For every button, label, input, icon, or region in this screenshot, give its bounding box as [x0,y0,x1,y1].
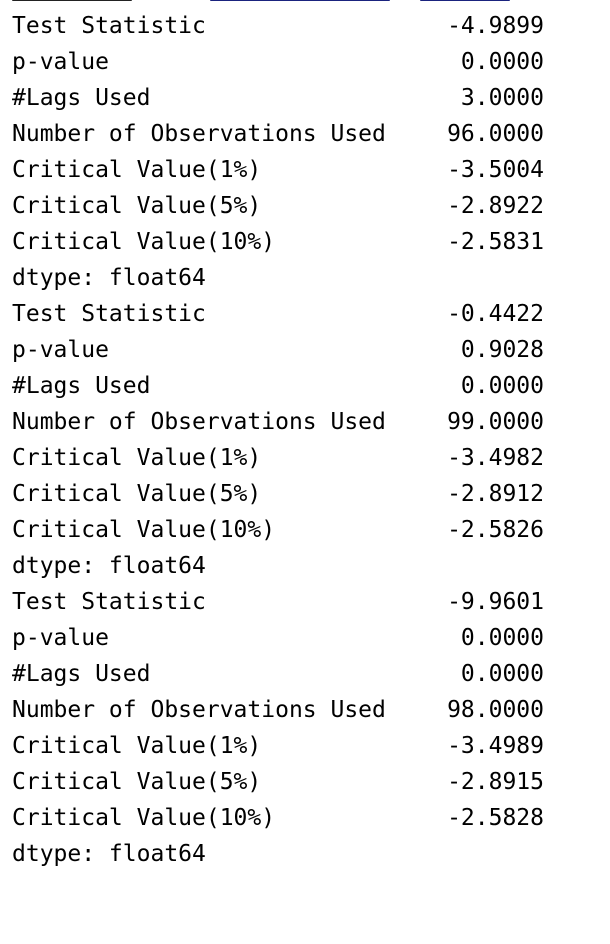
stat-row-p-value [12,332,602,368]
clipped-code-line [0,0,610,4]
stat-row-critical-10 [12,512,602,548]
stat-label: Critical Value(1%) [12,445,262,471]
stat-row-critical-1 [12,440,602,476]
stat-label: Critical Value(10%) [12,517,276,543]
stat-value: -2.8922 [447,193,544,219]
stat-label: Number of Observations Used [12,121,386,147]
dtype-text: dtype: float64 [12,553,206,579]
stat-row-lags-used [12,368,602,404]
stat-row-critical-1 [12,728,602,764]
stat-label: p-value [12,49,109,75]
stat-row-test-statistic [12,296,602,332]
dtype-line [12,260,602,296]
adf-result-block-1 [12,8,602,296]
stat-label: Critical Value(5%) [12,769,262,795]
stat-row-critical-5 [12,764,602,800]
stat-value: 0.0000 [460,625,544,651]
stat-value: -0.4422 [447,301,544,327]
adf-test-output [12,8,602,872]
stat-label: Critical Value(10%) [12,229,276,255]
stat-row-test-statistic [12,584,602,620]
stat-label: #Lags Used [12,661,151,687]
stat-label: Critical Value(5%) [12,481,262,507]
stat-row-p-value [12,620,602,656]
stat-row-observations [12,116,602,152]
stat-value: -3.5004 [447,157,544,183]
stat-value: -2.8915 [447,769,544,795]
stat-label: Critical Value(10%) [12,805,276,831]
stat-value: 0.0000 [460,661,544,687]
stat-row-observations [12,692,602,728]
stat-row-critical-10 [12,224,602,260]
stat-row-lags-used [12,80,602,116]
stat-row-observations [12,404,602,440]
stat-label: p-value [12,337,109,363]
stat-value: -2.8912 [447,481,544,507]
dtype-text: dtype: float64 [12,841,206,867]
dtype-line [12,836,602,872]
stat-row-critical-5 [12,188,602,224]
stat-label: Test Statistic [12,589,206,615]
stat-row-lags-used [12,656,602,692]
stat-value: 0.0000 [460,373,544,399]
stat-value: -9.9601 [447,589,544,615]
stat-label: Test Statistic [12,13,206,39]
stat-label: #Lags Used [12,373,151,399]
stat-value: 99.0000 [447,409,544,435]
stat-label: Number of Observations Used [12,409,386,435]
stat-label: p-value [12,625,109,651]
stat-row-critical-10 [12,800,602,836]
adf-result-block-2 [12,296,602,584]
stat-label: Critical Value(1%) [12,157,262,183]
stat-value: -2.5828 [447,805,544,831]
dtype-line [12,548,602,584]
stat-label: Critical Value(1%) [12,733,262,759]
stat-value: 0.9028 [460,337,544,363]
stat-value: -3.4982 [447,445,544,471]
stat-label: Number of Observations Used [12,697,386,723]
stat-value: 98.0000 [447,697,544,723]
stat-value: -2.5826 [447,517,544,543]
stat-row-critical-5 [12,476,602,512]
stat-value: 0.0000 [460,49,544,75]
stat-row-critical-1 [12,152,602,188]
dtype-text: dtype: float64 [12,265,206,291]
stat-value: -2.5831 [447,229,544,255]
stat-value: -3.4989 [447,733,544,759]
stat-label: #Lags Used [12,85,151,111]
stat-label: Test Statistic [12,301,206,327]
adf-result-block-3 [12,584,602,872]
stat-row-p-value [12,44,602,80]
stat-row-test-statistic [12,8,602,44]
stat-value: -4.9899 [447,13,544,39]
stat-label: Critical Value(5%) [12,193,262,219]
stat-value: 3.0000 [460,85,544,111]
stat-value: 96.0000 [447,121,544,147]
